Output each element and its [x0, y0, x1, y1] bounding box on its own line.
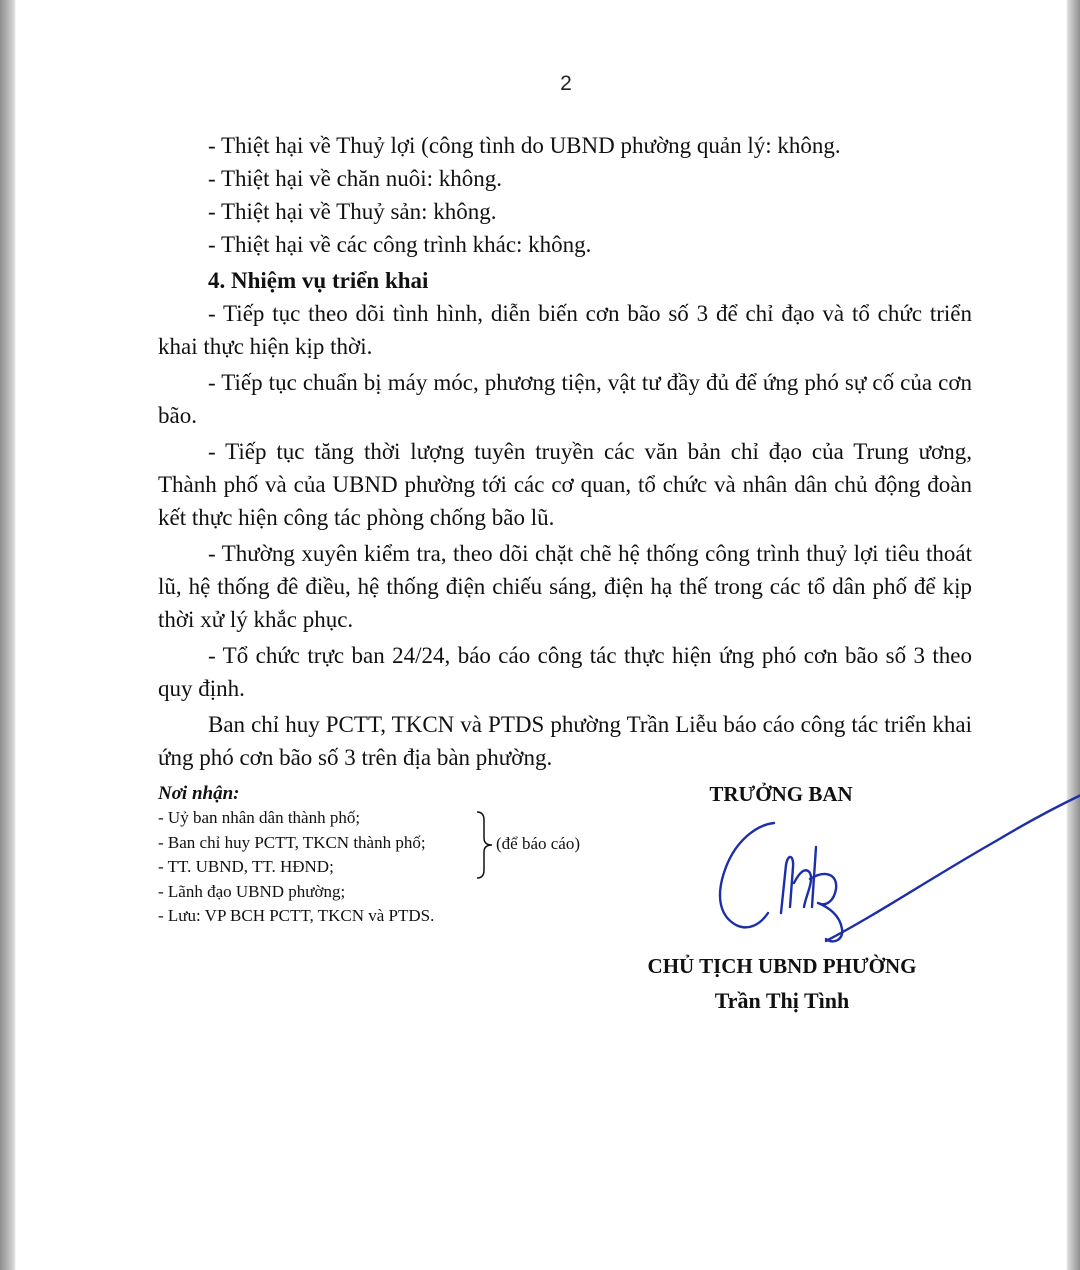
page-number: 2 — [560, 72, 572, 95]
task-item: - Tiếp tục tăng thời lượng tuyên truyền các văn bản chỉ đạo của Trung ương, Thành phố và của UBND phường tới các cơ quan, tổ chức và nhân dân chủ động đoàn kết thực hiện công tác phòng chống bão lũ. — [158, 439, 972, 530]
damage-line: - Thiệt hại về chăn nuôi: không. — [208, 166, 503, 191]
recipients-title: Nơi nhận: — [158, 783, 240, 804]
task-item: - Thường xuyên kiểm tra, theo dõi chặt chẽ hệ thống công trình thuỷ lợi tiêu thoát lũ, hệ thống đê điều, hệ thống điện chiếu sáng, điện hạ thế trong các tổ dân phố để kịp thời xử lý khắc phục. — [158, 541, 972, 632]
handwritten-signature — [676, 775, 1080, 955]
recipient-item: - TT. UBND, TT. HĐND; — [158, 857, 334, 876]
brace-note: (để báo cáo) — [496, 834, 581, 853]
damage-line: - Thiệt hại về các công trình khác: không. — [208, 232, 592, 257]
recipients-block — [158, 782, 678, 929]
damage-line: - Thiệt hại về Thuỷ lợi (công tình do UBND phường quản lý: không. — [208, 133, 841, 158]
task-item: - Tiếp tục theo dõi tình hình, diễn biến cơn bão số 3 để chỉ đạo và tổ chức triển khai thực hiện kịp thời. — [158, 301, 972, 359]
signature-org: CHỦ TỊCH UBND PHƯỜNG — [647, 954, 917, 978]
recipient-item: - Uỷ ban nhân dân thành phố; — [158, 808, 361, 827]
signature-title: TRƯỞNG BAN — [709, 782, 853, 806]
recipient-item: - Lưu: VP BCH PCTT, TKCN và PTDS. — [158, 906, 435, 925]
document-body — [158, 129, 972, 774]
recipient-item: - Ban chỉ huy PCTT, TKCN thành phố; — [158, 832, 426, 852]
damage-line: - Thiệt hại về Thuỷ sản: không. — [208, 199, 497, 224]
brace-icon — [474, 810, 494, 880]
closing-paragraph: Ban chỉ huy PCTT, TKCN và PTDS phường Trần Liễu báo cáo công tác triển khai ứng phó cơn bão số 3 trên địa bàn phường. — [158, 712, 972, 770]
task-item: - Tiếp tục chuẩn bị máy móc, phương tiện, vật tư đầy đủ để ứng phó sự cố của cơn bão. — [158, 370, 972, 428]
signer-name: Trần Thị Tình — [714, 988, 850, 1013]
task-item: - Tổ chức trực ban 24/24, báo cáo công tác thực hiện ứng phó cơn bão số 3 theo quy định. — [158, 643, 972, 701]
recipient-item: - Lãnh đạo UBND phường; — [158, 881, 346, 901]
document-page — [16, 0, 1066, 1270]
section-heading: 4. Nhiệm vụ triển khai — [208, 268, 429, 293]
